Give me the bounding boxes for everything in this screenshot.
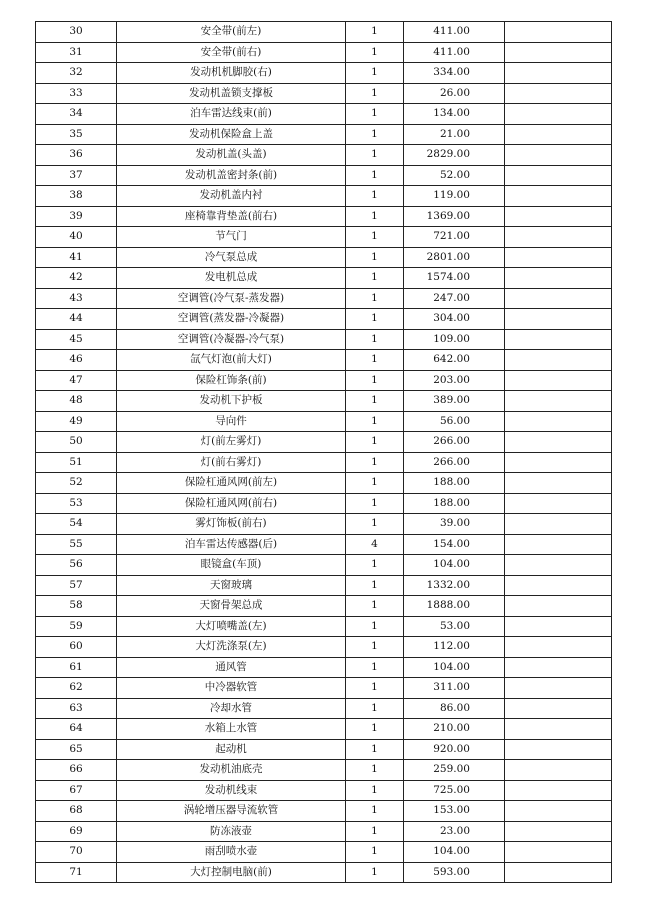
quantity-cell: 1: [346, 63, 404, 84]
remark-cell: [505, 862, 612, 883]
remark-cell: [505, 186, 612, 207]
table-row: [36, 760, 612, 781]
quantity-cell: 1: [346, 42, 404, 63]
remark-cell: [505, 104, 612, 125]
remark-cell: [505, 780, 612, 801]
part-name-cell: 泊车雷达传感器(后): [117, 534, 346, 555]
table-row: [36, 247, 612, 268]
table-row: [36, 555, 612, 576]
quantity-cell: 1: [346, 350, 404, 371]
quantity-cell: 1: [346, 411, 404, 432]
part-name-cell: 涡轮增压器导流软管: [117, 801, 346, 822]
row-number-cell: 50: [36, 432, 117, 453]
price-cell: 134.00: [404, 104, 505, 125]
row-number-cell: 56: [36, 555, 117, 576]
quantity-cell: 1: [346, 780, 404, 801]
row-number-cell: 45: [36, 329, 117, 350]
remark-cell: [505, 698, 612, 719]
quantity-cell: 1: [346, 391, 404, 412]
part-name-cell: 空调管(冷气泵-蒸发器): [117, 288, 346, 309]
price-cell: 21.00: [404, 124, 505, 145]
quantity-cell: 1: [346, 22, 404, 43]
price-cell: 259.00: [404, 760, 505, 781]
part-name-cell: 冷却水管: [117, 698, 346, 719]
remark-cell: [505, 165, 612, 186]
table-row: [36, 206, 612, 227]
price-cell: 721.00: [404, 227, 505, 248]
quantity-cell: 4: [346, 534, 404, 555]
remark-cell: [505, 842, 612, 863]
row-number-cell: 38: [36, 186, 117, 207]
table-row: [36, 452, 612, 473]
part-name-cell: 节气门: [117, 227, 346, 248]
table-row: [36, 534, 612, 555]
row-number-cell: 35: [36, 124, 117, 145]
quantity-cell: 1: [346, 801, 404, 822]
row-number-cell: 60: [36, 637, 117, 658]
quantity-cell: 1: [346, 698, 404, 719]
part-name-cell: 发动机线束: [117, 780, 346, 801]
remark-cell: [505, 637, 612, 658]
table-row: [36, 780, 612, 801]
quantity-cell: 1: [346, 862, 404, 883]
part-name-cell: 发电机总成: [117, 268, 346, 289]
quantity-cell: 1: [346, 145, 404, 166]
quantity-cell: 1: [346, 124, 404, 145]
table-row: [36, 575, 612, 596]
part-name-cell: 冷气泵总成: [117, 247, 346, 268]
table-row: [36, 370, 612, 391]
table-row: [36, 473, 612, 494]
table-row: [36, 309, 612, 330]
quantity-cell: 1: [346, 288, 404, 309]
price-cell: 2829.00: [404, 145, 505, 166]
table-row: [36, 165, 612, 186]
remark-cell: [505, 145, 612, 166]
price-cell: 153.00: [404, 801, 505, 822]
remark-cell: [505, 739, 612, 760]
part-name-cell: 空调管(蒸发器-冷凝器): [117, 309, 346, 330]
part-name-cell: 泊车雷达线束(前): [117, 104, 346, 125]
row-number-cell: 62: [36, 678, 117, 699]
remark-cell: [505, 473, 612, 494]
price-cell: 52.00: [404, 165, 505, 186]
part-name-cell: 发动机盖密封条(前): [117, 165, 346, 186]
quantity-cell: 1: [346, 473, 404, 494]
quantity-cell: 1: [346, 760, 404, 781]
quantity-cell: 1: [346, 842, 404, 863]
quantity-cell: 1: [346, 493, 404, 514]
price-cell: 266.00: [404, 432, 505, 453]
part-name-cell: 发动机保险盒上盖: [117, 124, 346, 145]
table-row: [36, 124, 612, 145]
quantity-cell: 1: [346, 575, 404, 596]
quantity-cell: 1: [346, 329, 404, 350]
row-number-cell: 59: [36, 616, 117, 637]
remark-cell: [505, 124, 612, 145]
part-name-cell: 发动机机脚胶(右): [117, 63, 346, 84]
table-row: [36, 186, 612, 207]
quantity-cell: 1: [346, 186, 404, 207]
row-number-cell: 51: [36, 452, 117, 473]
quantity-cell: 1: [346, 452, 404, 473]
part-name-cell: 保险杠通风网(前右): [117, 493, 346, 514]
remark-cell: [505, 42, 612, 63]
part-name-cell: 水箱上水管: [117, 719, 346, 740]
row-number-cell: 34: [36, 104, 117, 125]
remark-cell: [505, 493, 612, 514]
part-name-cell: 大灯控制电脑(前): [117, 862, 346, 883]
row-number-cell: 70: [36, 842, 117, 863]
table-row: [36, 432, 612, 453]
price-cell: 725.00: [404, 780, 505, 801]
row-number-cell: 61: [36, 657, 117, 678]
table-row: [36, 411, 612, 432]
price-cell: 642.00: [404, 350, 505, 371]
row-number-cell: 65: [36, 739, 117, 760]
table-row: [36, 350, 612, 371]
part-name-cell: 防冻液壶: [117, 821, 346, 842]
row-number-cell: 37: [36, 165, 117, 186]
price-cell: 104.00: [404, 842, 505, 863]
price-cell: 104.00: [404, 657, 505, 678]
table-row: [36, 104, 612, 125]
price-cell: 334.00: [404, 63, 505, 84]
price-cell: 2801.00: [404, 247, 505, 268]
remark-cell: [505, 657, 612, 678]
row-number-cell: 36: [36, 145, 117, 166]
remark-cell: [505, 821, 612, 842]
remark-cell: [505, 534, 612, 555]
table-row: [36, 22, 612, 43]
price-cell: 1369.00: [404, 206, 505, 227]
part-name-cell: 发动机下护板: [117, 391, 346, 412]
row-number-cell: 40: [36, 227, 117, 248]
row-number-cell: 47: [36, 370, 117, 391]
part-name-cell: 天窗骨架总成: [117, 596, 346, 617]
part-name-cell: 安全带(前右): [117, 42, 346, 63]
row-number-cell: 58: [36, 596, 117, 617]
row-number-cell: 39: [36, 206, 117, 227]
part-name-cell: 雾灯饰板(前右): [117, 514, 346, 535]
price-cell: 56.00: [404, 411, 505, 432]
quantity-cell: 1: [346, 206, 404, 227]
quantity-cell: 1: [346, 739, 404, 760]
price-cell: 39.00: [404, 514, 505, 535]
price-cell: 311.00: [404, 678, 505, 699]
row-number-cell: 54: [36, 514, 117, 535]
part-name-cell: 发动机盖锁支撑板: [117, 83, 346, 104]
part-name-cell: 天窗玻璃: [117, 575, 346, 596]
price-cell: 53.00: [404, 616, 505, 637]
quantity-cell: 1: [346, 227, 404, 248]
quantity-cell: 1: [346, 432, 404, 453]
part-name-cell: 安全带(前左): [117, 22, 346, 43]
table-row: [36, 862, 612, 883]
remark-cell: [505, 596, 612, 617]
quantity-cell: 1: [346, 678, 404, 699]
remark-cell: [505, 370, 612, 391]
table-row: [36, 391, 612, 412]
part-name-cell: 通风管: [117, 657, 346, 678]
table-row: [36, 719, 612, 740]
quantity-cell: 1: [346, 555, 404, 576]
remark-cell: [505, 247, 612, 268]
remark-cell: [505, 452, 612, 473]
part-name-cell: 灯(前左雾灯): [117, 432, 346, 453]
price-cell: 109.00: [404, 329, 505, 350]
row-number-cell: 64: [36, 719, 117, 740]
price-cell: 266.00: [404, 452, 505, 473]
table-body: [36, 22, 612, 883]
table-row: [36, 288, 612, 309]
quantity-cell: 1: [346, 821, 404, 842]
price-cell: 389.00: [404, 391, 505, 412]
quantity-cell: 1: [346, 309, 404, 330]
remark-cell: [505, 616, 612, 637]
price-cell: 411.00: [404, 22, 505, 43]
quantity-cell: 1: [346, 247, 404, 268]
price-cell: 1888.00: [404, 596, 505, 617]
part-name-cell: 起动机: [117, 739, 346, 760]
remark-cell: [505, 760, 612, 781]
quantity-cell: 1: [346, 616, 404, 637]
part-name-cell: 大灯喷嘴盖(左): [117, 616, 346, 637]
remark-cell: [505, 719, 612, 740]
table-row: [36, 637, 612, 658]
table-row: [36, 268, 612, 289]
part-name-cell: 导向件: [117, 411, 346, 432]
quantity-cell: 1: [346, 514, 404, 535]
table-row: [36, 83, 612, 104]
price-cell: 411.00: [404, 42, 505, 63]
table-row: [36, 514, 612, 535]
table-row: [36, 145, 612, 166]
part-name-cell: 发动机盖(头盖): [117, 145, 346, 166]
remark-cell: [505, 268, 612, 289]
table-row: [36, 801, 612, 822]
parts-price-table: [35, 21, 612, 883]
part-name-cell: 中冷器软管: [117, 678, 346, 699]
part-name-cell: 座椅靠背垫盖(前右): [117, 206, 346, 227]
table-row: [36, 678, 612, 699]
price-cell: 104.00: [404, 555, 505, 576]
remark-cell: [505, 391, 612, 412]
row-number-cell: 69: [36, 821, 117, 842]
row-number-cell: 41: [36, 247, 117, 268]
price-cell: 1332.00: [404, 575, 505, 596]
remark-cell: [505, 206, 612, 227]
table-row: [36, 42, 612, 63]
row-number-cell: 46: [36, 350, 117, 371]
remark-cell: [505, 555, 612, 576]
remark-cell: [505, 83, 612, 104]
remark-cell: [505, 309, 612, 330]
row-number-cell: 31: [36, 42, 117, 63]
price-cell: 593.00: [404, 862, 505, 883]
remark-cell: [505, 678, 612, 699]
quantity-cell: 1: [346, 268, 404, 289]
row-number-cell: 63: [36, 698, 117, 719]
row-number-cell: 43: [36, 288, 117, 309]
remark-cell: [505, 227, 612, 248]
remark-cell: [505, 63, 612, 84]
table-row: [36, 596, 612, 617]
price-cell: 188.00: [404, 493, 505, 514]
price-cell: 154.00: [404, 534, 505, 555]
table-row: [36, 739, 612, 760]
table-row: [36, 698, 612, 719]
part-name-cell: 氙气灯泡(前大灯): [117, 350, 346, 371]
price-cell: 210.00: [404, 719, 505, 740]
remark-cell: [505, 801, 612, 822]
price-cell: 247.00: [404, 288, 505, 309]
table-row: [36, 842, 612, 863]
quantity-cell: 1: [346, 104, 404, 125]
row-number-cell: 32: [36, 63, 117, 84]
remark-cell: [505, 514, 612, 535]
row-number-cell: 55: [36, 534, 117, 555]
quantity-cell: 1: [346, 83, 404, 104]
quantity-cell: 1: [346, 719, 404, 740]
row-number-cell: 33: [36, 83, 117, 104]
table-row: [36, 493, 612, 514]
remark-cell: [505, 329, 612, 350]
part-name-cell: 发动机油底壳: [117, 760, 346, 781]
remark-cell: [505, 22, 612, 43]
row-number-cell: 44: [36, 309, 117, 330]
part-name-cell: 空调管(冷凝器-冷气泵): [117, 329, 346, 350]
quantity-cell: 1: [346, 596, 404, 617]
part-name-cell: 大灯洗涤泵(左): [117, 637, 346, 658]
part-name-cell: 灯(前右雾灯): [117, 452, 346, 473]
row-number-cell: 66: [36, 760, 117, 781]
row-number-cell: 57: [36, 575, 117, 596]
table-row: [36, 63, 612, 84]
price-cell: 188.00: [404, 473, 505, 494]
row-number-cell: 49: [36, 411, 117, 432]
quantity-cell: 1: [346, 370, 404, 391]
part-name-cell: 眼镜盒(车顶): [117, 555, 346, 576]
table-row: [36, 329, 612, 350]
table-row: [36, 657, 612, 678]
price-cell: 119.00: [404, 186, 505, 207]
row-number-cell: 42: [36, 268, 117, 289]
part-name-cell: 发动机盖内衬: [117, 186, 346, 207]
remark-cell: [505, 411, 612, 432]
price-cell: 920.00: [404, 739, 505, 760]
price-cell: 26.00: [404, 83, 505, 104]
part-name-cell: 保险杠通风网(前左): [117, 473, 346, 494]
remark-cell: [505, 575, 612, 596]
remark-cell: [505, 432, 612, 453]
price-cell: 1574.00: [404, 268, 505, 289]
row-number-cell: 52: [36, 473, 117, 494]
row-number-cell: 53: [36, 493, 117, 514]
table-row: [36, 616, 612, 637]
part-name-cell: 雨刮喷水壶: [117, 842, 346, 863]
price-cell: 203.00: [404, 370, 505, 391]
row-number-cell: 67: [36, 780, 117, 801]
row-number-cell: 71: [36, 862, 117, 883]
quantity-cell: 1: [346, 165, 404, 186]
table-row: [36, 227, 612, 248]
part-name-cell: 保险杠饰条(前): [117, 370, 346, 391]
price-cell: 86.00: [404, 698, 505, 719]
remark-cell: [505, 350, 612, 371]
row-number-cell: 30: [36, 22, 117, 43]
remark-cell: [505, 288, 612, 309]
quantity-cell: 1: [346, 637, 404, 658]
quantity-cell: 1: [346, 657, 404, 678]
table-row: [36, 821, 612, 842]
row-number-cell: 68: [36, 801, 117, 822]
price-cell: 304.00: [404, 309, 505, 330]
price-cell: 112.00: [404, 637, 505, 658]
price-cell: 23.00: [404, 821, 505, 842]
row-number-cell: 48: [36, 391, 117, 412]
